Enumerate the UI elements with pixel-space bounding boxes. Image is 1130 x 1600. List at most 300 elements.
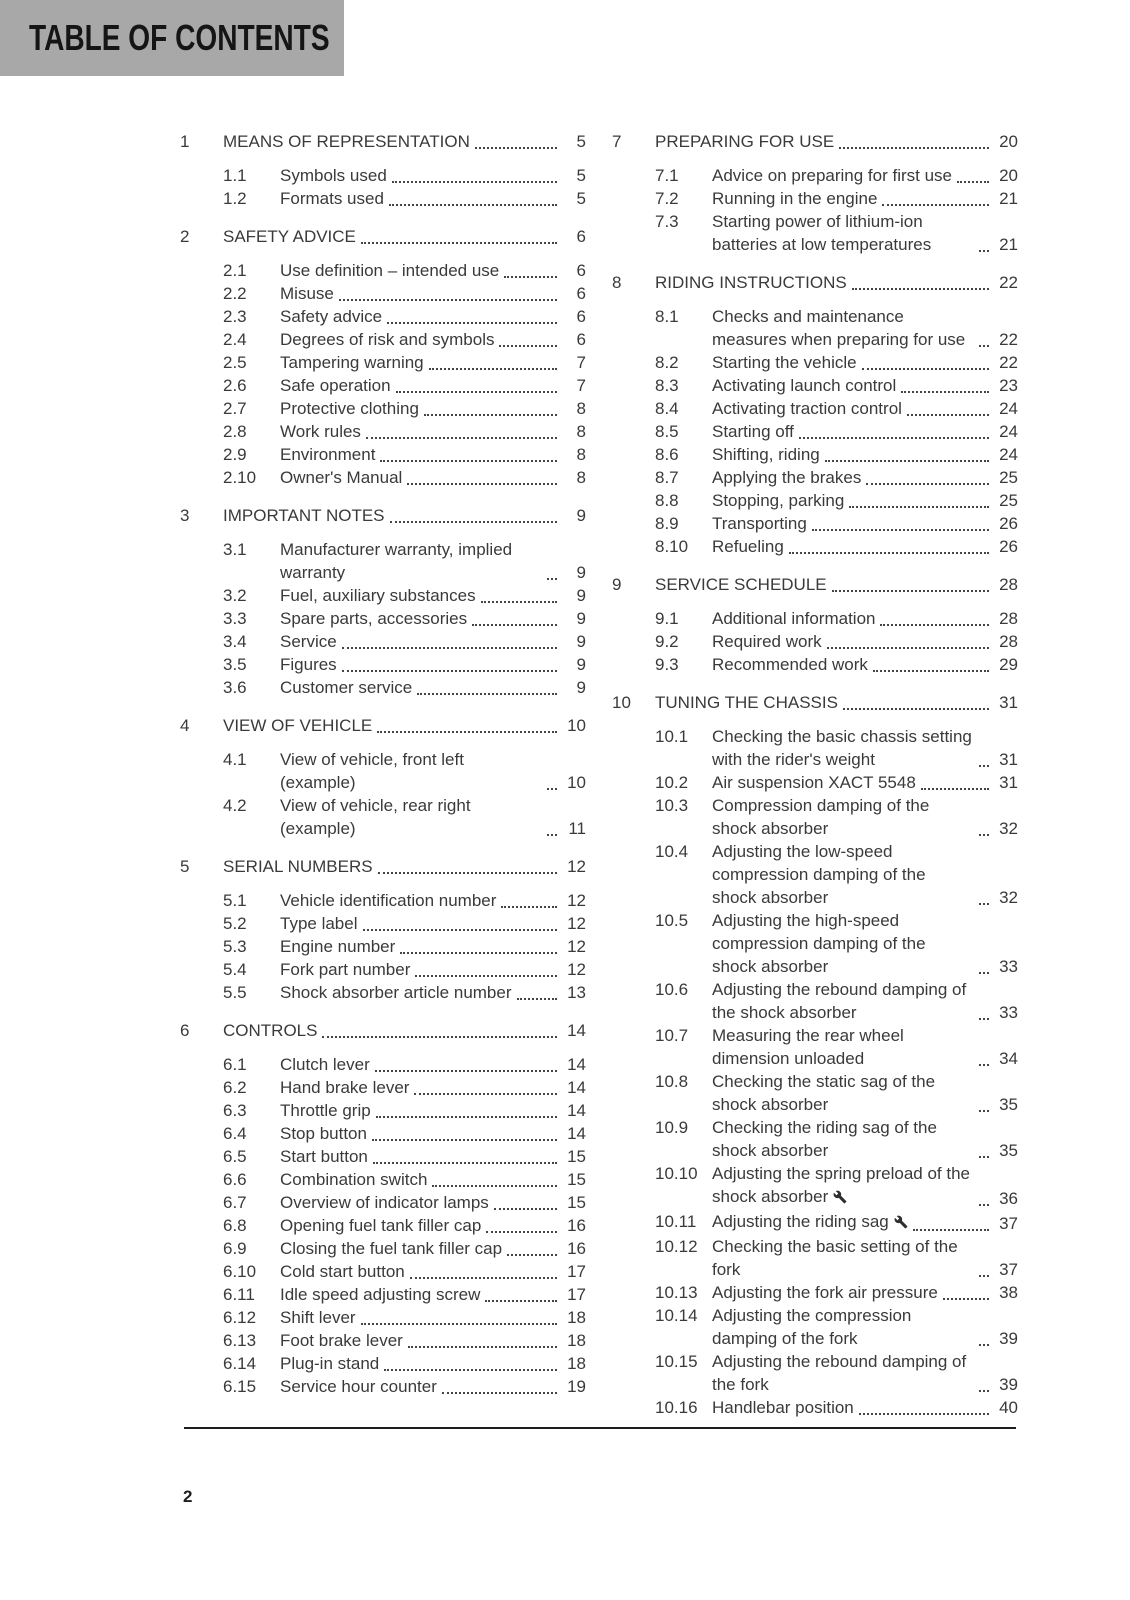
toc-subsection-row: [180, 282, 586, 305]
toc-entry-number: 7: [612, 132, 622, 151]
dot-leader: [322, 1036, 557, 1038]
dot-leader: [880, 624, 989, 626]
wrench-icon: [894, 1212, 908, 1235]
toc-subsection-row: [180, 935, 586, 958]
toc-entry-title: Stop button: [280, 1124, 367, 1143]
toc-entry-title: Service hour counter: [280, 1377, 437, 1396]
toc-entry-number: 3.6: [223, 678, 247, 697]
toc-subsection-row: [612, 187, 1018, 210]
toc-subsection-row: [180, 584, 586, 607]
toc-entry-page: 8: [576, 445, 586, 464]
toc-entry-page: 9: [576, 506, 586, 525]
toc-entry-number: 2.6: [223, 376, 247, 395]
toc-subsection-row: [612, 1070, 1018, 1116]
toc-entry-number: 6.8: [223, 1216, 247, 1235]
dot-leader: [504, 276, 557, 278]
toc-entry-number: 10.15: [655, 1352, 698, 1371]
toc-subsection-row: [612, 771, 1018, 794]
toc-entry-title: Service: [280, 632, 337, 651]
toc-entry-number: 6.9: [223, 1239, 247, 1258]
toc-entry-page: 18: [567, 1308, 586, 1327]
toc-entry-title: CONTROLS: [223, 1021, 318, 1040]
toc-entry-number: 6.2: [223, 1078, 247, 1097]
toc-entry-title: Adjusting the low-speed compression damping of the shock absorber: [712, 842, 926, 907]
toc-entry-number: 10: [612, 693, 631, 712]
toc-section-row: [180, 504, 586, 527]
toc-section-row: [180, 714, 586, 737]
toc-entry-number: 7.3: [655, 212, 679, 231]
toc-entry-title: Adjusting the spring preload of the shock absorber: [712, 1162, 974, 1210]
toc-entry-page: 40: [999, 1398, 1018, 1417]
dot-leader: [375, 1070, 557, 1072]
toc-entry-number: 8.10: [655, 537, 689, 556]
toc-subsection-row: [180, 1122, 586, 1145]
dot-leader: [843, 708, 989, 710]
toc-entry-title: SERIAL NUMBERS: [223, 857, 373, 876]
toc-entry-title: SERVICE SCHEDULE: [655, 575, 827, 594]
dot-leader: [866, 483, 989, 485]
toc-column-2: [612, 130, 1018, 1419]
dot-leader: [363, 929, 558, 931]
toc-section-row: [180, 225, 586, 248]
toc-subsection-row: [180, 351, 586, 374]
dot-leader: [486, 1231, 557, 1233]
dot-leader: [979, 1344, 989, 1346]
toc-entry-title: Transporting: [712, 514, 807, 533]
toc-entry-number: 10.13: [655, 1283, 698, 1302]
toc-entry-page: 13: [567, 983, 586, 1002]
toc-entry-title: Hand brake lever: [280, 1078, 410, 1097]
toc-subsection-row: [180, 981, 586, 1004]
toc-subsection-row: [612, 840, 1018, 909]
toc-subsection-row: [180, 1191, 586, 1214]
toc-entry-title: Shifting, riding: [712, 445, 820, 464]
toc-entry-number: 7.1: [655, 166, 679, 185]
toc-subsection-row: [612, 725, 1018, 771]
toc-entry-number: 6.11: [223, 1285, 255, 1304]
toc-entry-title: Work rules: [280, 422, 361, 441]
toc-entry-page: 26: [999, 537, 1018, 556]
toc-subsection-row: [612, 1281, 1018, 1304]
toc-subsection-row: [180, 374, 586, 397]
toc-entry-title: Measuring the rear wheel dimension unloaded: [712, 1026, 904, 1068]
toc-subsection-row: [180, 1076, 586, 1099]
toc-entry-number: 5.2: [223, 914, 247, 933]
dot-leader: [979, 345, 989, 347]
toc-entry-number: 5.3: [223, 937, 247, 956]
toc-entry-page: 24: [999, 445, 1018, 464]
toc-entry-number: 8.6: [655, 445, 679, 464]
toc-entry-page: 22: [999, 273, 1018, 292]
toc-entry-page: 38: [999, 1283, 1018, 1302]
toc-section-row: [612, 573, 1018, 596]
toc-entry-title: Spare parts, accessories: [280, 609, 468, 628]
toc-entry-page: 12: [567, 960, 586, 979]
toc-entry-title: Throttle grip: [280, 1101, 371, 1120]
toc-subsection-row: [180, 187, 586, 210]
toc-entry-title: Misuse: [280, 284, 334, 303]
dot-leader: [372, 1139, 557, 1141]
toc-subsection-row: [180, 1260, 586, 1283]
toc-entry-title: Starting power of lithium-ion batteries at low temperatures: [712, 212, 932, 254]
toc-entry-page: 14: [567, 1101, 586, 1120]
toc-entry-title: Handlebar position: [712, 1398, 854, 1417]
toc-section-row: [180, 130, 586, 153]
toc-entry-page: 18: [567, 1331, 586, 1350]
toc-entry-page: 8: [576, 422, 586, 441]
toc-entry-number: 8.4: [655, 399, 679, 418]
toc-entry-number: 10.5: [655, 911, 689, 930]
toc-entry-title: Starting the vehicle: [712, 353, 857, 372]
toc-entry-page: 6: [576, 284, 586, 303]
dot-leader: [339, 299, 557, 301]
toc-subsection-row: [612, 1116, 1018, 1162]
toc-subsection-row: [612, 305, 1018, 351]
toc-entry-number: 1.1: [223, 166, 247, 185]
toc-subsection-row: [180, 397, 586, 420]
toc-entry-page: 21: [999, 189, 1018, 208]
toc-entry-number: 6: [180, 1021, 190, 1040]
toc-entry-title: Recommended work: [712, 655, 868, 674]
dot-leader: [390, 521, 557, 523]
toc-subsection-row: [612, 630, 1018, 653]
dot-leader: [400, 952, 557, 954]
toc-subsection-row: [180, 607, 586, 630]
dot-leader: [376, 1116, 557, 1118]
toc-entry-number: 10.12: [655, 1237, 698, 1256]
toc-entry-title: Engine number: [280, 937, 396, 956]
dot-leader: [827, 647, 989, 649]
toc-subsection-row: [180, 794, 586, 840]
toc-entry-number: 2.2: [223, 284, 247, 303]
toc-entry-page: 5: [576, 166, 586, 185]
toc-subsection-row: [180, 1375, 586, 1398]
toc-entry-page: 14: [567, 1021, 586, 1040]
toc-entry-number: 2.4: [223, 330, 247, 349]
toc-entry-number: 5: [180, 857, 190, 876]
toc-subsection-row: [612, 1396, 1018, 1419]
toc-entry-page: 23: [999, 376, 1018, 395]
dot-leader: [342, 670, 557, 672]
toc-subsection-row: [612, 512, 1018, 535]
dot-leader: [410, 1277, 557, 1279]
toc-entry-title: Formats used: [280, 189, 384, 208]
toc-entry-number: 2: [180, 227, 190, 246]
toc-entry-number: 10.11: [655, 1212, 697, 1231]
toc-entry-page: 39: [999, 1329, 1018, 1348]
toc-entry-page: 14: [567, 1124, 586, 1143]
toc-section-row: [180, 1019, 586, 1042]
toc-entry-number: 4.1: [223, 750, 247, 769]
dot-leader: [789, 552, 989, 554]
dot-leader: [472, 624, 557, 626]
toc-entry-page: 24: [999, 399, 1018, 418]
toc-entry-title: Checking the basic chassis setting with the rider's weight: [712, 727, 972, 769]
dot-leader: [839, 147, 989, 149]
dot-leader: [380, 460, 557, 462]
toc-subsection-row: [612, 607, 1018, 630]
dot-leader: [979, 250, 989, 252]
toc-entry-number: 3: [180, 506, 190, 525]
toc-entry-page: 9: [576, 632, 586, 651]
dot-leader: [429, 368, 557, 370]
toc-entry-number: 6.1: [223, 1055, 247, 1074]
dot-leader: [517, 998, 557, 1000]
toc-entry-page: 16: [567, 1239, 586, 1258]
toc-entry-title: Safety advice: [280, 307, 383, 326]
toc-entry-title: Shock absorber article number: [280, 983, 512, 1002]
toc-subsection-row: [612, 489, 1018, 512]
footer-page-number: 2: [183, 1487, 193, 1506]
toc-entry-number: 6.15: [223, 1377, 257, 1396]
dot-leader: [901, 391, 989, 393]
toc-entry-number: 10.16: [655, 1398, 698, 1417]
toc-entry-number: 2.10: [223, 468, 257, 487]
toc-entry-number: 7.2: [655, 189, 679, 208]
toc-entry-title: Starting off: [712, 422, 794, 441]
toc-entry-title: Activating launch control: [712, 376, 897, 395]
dot-leader: [979, 1390, 989, 1392]
toc-entry-page: 9: [576, 655, 586, 674]
dot-leader: [407, 483, 557, 485]
dot-leader: [507, 1254, 557, 1256]
toc-subsection-row: [612, 1350, 1018, 1396]
dot-leader: [547, 578, 557, 580]
toc-entry-title: Adjusting the riding sag: [712, 1210, 908, 1235]
toc-entry-page: 18: [567, 1354, 586, 1373]
toc-entry-page: 32: [999, 819, 1018, 838]
toc-entry-page: 12: [567, 937, 586, 956]
toc-entry-page: 19: [567, 1377, 586, 1396]
toc-entry-number: 6.14: [223, 1354, 257, 1373]
toc-entry-title: Fuel, auxiliary substances: [280, 586, 476, 605]
toc-entry-page: 15: [567, 1170, 586, 1189]
toc-entry-title: Refueling: [712, 537, 784, 556]
toc-entry-number: 6.12: [223, 1308, 257, 1327]
toc-subsection-row: [180, 630, 586, 653]
dot-leader: [366, 437, 557, 439]
toc-entry-page: 28: [999, 609, 1018, 628]
dot-leader: [414, 1093, 557, 1095]
toc-entry-number: 2.3: [223, 307, 247, 326]
toc-entry-page: 25: [999, 468, 1018, 487]
dot-leader: [812, 529, 989, 531]
dot-leader: [547, 788, 557, 790]
toc-entry-number: 3.5: [223, 655, 247, 674]
toc-entry-page: 11: [568, 819, 586, 838]
dot-leader: [378, 872, 557, 874]
toc-subsection-row: [180, 443, 586, 466]
toc-entry-number: 5.4: [223, 960, 247, 979]
dot-leader: [408, 1346, 557, 1348]
toc-entry-title: Environment: [280, 445, 376, 464]
toc-entry-page: 34: [999, 1049, 1018, 1068]
dot-leader: [377, 731, 557, 733]
toc-entry-number: 8.2: [655, 353, 679, 372]
toc-entry-number: 3.4: [223, 632, 247, 651]
toc-entry-number: 8.7: [655, 468, 679, 487]
toc-entry-number: 10.1: [655, 727, 689, 746]
toc-entry-page: 12: [567, 891, 586, 910]
dot-leader: [849, 506, 989, 508]
toc-entry-number: 3.1: [223, 540, 247, 559]
toc-entry-page: 32: [999, 888, 1018, 907]
toc-entry-page: 20: [999, 166, 1018, 185]
toc-subsection-row: [612, 164, 1018, 187]
toc-entry-title: Overview of indicator lamps: [280, 1193, 489, 1212]
toc-entry-title: Adjusting the rebound damping of the fork: [712, 1352, 967, 1394]
toc-entry-number: 10.4: [655, 842, 689, 861]
toc-entry-page: 24: [999, 422, 1018, 441]
dot-leader: [501, 906, 557, 908]
toc-entry-page: 15: [567, 1147, 586, 1166]
dot-leader: [442, 1392, 557, 1394]
toc-entry-number: 10.3: [655, 796, 689, 815]
toc-entry-number: 10.7: [655, 1026, 689, 1045]
toc-entry-title: Figures: [280, 655, 337, 674]
toc-subsection-row: [180, 748, 586, 794]
toc-entry-title: SAFETY ADVICE: [223, 227, 356, 246]
toc-entry-title: Required work: [712, 632, 822, 651]
toc-entry-title: Adjusting the high-speed compression damping of the shock absorber: [712, 911, 926, 976]
toc-entry-title: Start button: [280, 1147, 368, 1166]
toc-entry-title: Tampering warning: [280, 353, 424, 372]
toc-entry-number: 10.8: [655, 1072, 689, 1091]
toc-entry-page: 10: [567, 716, 586, 735]
toc-entry-number: 10.14: [655, 1306, 698, 1325]
toc-columns: [180, 130, 1018, 1419]
toc-entry-title: MEANS OF REPRESENTATION: [223, 132, 470, 151]
toc-entry-number: 8.9: [655, 514, 679, 533]
dot-leader: [424, 414, 557, 416]
dot-leader: [485, 1300, 557, 1302]
toc-entry-number: 6.7: [223, 1193, 247, 1212]
toc-subsection-row: [180, 1306, 586, 1329]
toc-entry-title: Owner's Manual: [280, 468, 403, 487]
toc-entry-title: Plug-in stand: [280, 1354, 380, 1373]
dot-leader: [547, 834, 557, 836]
toc-subsection-row: [180, 1237, 586, 1260]
toc-entry-page: 9: [576, 678, 586, 697]
toc-subsection-row: [180, 912, 586, 935]
toc-subsection-row: [180, 1214, 586, 1237]
toc-entry-number: 6.5: [223, 1147, 247, 1166]
toc-subsection-row: [180, 164, 586, 187]
toc-entry-page: 33: [999, 1003, 1018, 1022]
toc-subsection-row: [612, 653, 1018, 676]
toc-entry-title: Foot brake lever: [280, 1331, 403, 1350]
toc-entry-number: 10.2: [655, 773, 689, 792]
toc-subsection-row: [180, 420, 586, 443]
toc-entry-title: Idle speed adjusting screw: [280, 1285, 481, 1304]
toc-entry-title: Adjusting the fork air pressure: [712, 1283, 938, 1302]
page-header: [0, 0, 344, 76]
page-title: TABLE OF CONTENTS: [29, 17, 330, 58]
toc-entry-title: Cold start button: [280, 1262, 405, 1281]
dot-leader: [387, 322, 557, 324]
dot-leader: [921, 788, 989, 790]
toc-entry-number: 6.4: [223, 1124, 247, 1143]
dot-leader: [832, 590, 989, 592]
dot-leader: [494, 1208, 557, 1210]
dot-leader: [415, 975, 557, 977]
toc-entry-number: 2.1: [223, 261, 247, 280]
toc-entry-page: 35: [999, 1095, 1018, 1114]
toc-entry-title: PREPARING FOR USE: [655, 132, 835, 151]
toc-entry-title: Checking the static sag of the shock absorber: [712, 1072, 936, 1114]
dot-leader: [389, 204, 557, 206]
toc-entry-title: Compression damping of the shock absorber: [712, 796, 930, 838]
toc-entry-page: 16: [567, 1216, 586, 1235]
toc-subsection-row: [180, 958, 586, 981]
toc-entry-page: 22: [999, 330, 1018, 349]
toc-entry-title: Combination switch: [280, 1170, 428, 1189]
toc-entry-page: 14: [567, 1055, 586, 1074]
toc-entry-page: 5: [576, 132, 586, 151]
dot-leader: [979, 972, 989, 974]
dot-leader: [913, 1229, 989, 1231]
toc-entry-title: Running in the engine: [712, 189, 878, 208]
dot-leader: [979, 903, 989, 905]
toc-entry-number: 9.3: [655, 655, 679, 674]
dot-leader: [979, 1156, 989, 1158]
toc-subsection-row: [180, 1099, 586, 1122]
toc-subsection-row: [612, 535, 1018, 558]
dot-leader: [882, 204, 989, 206]
toc-entry-page: 37: [999, 1214, 1018, 1233]
toc-entry-page: 21: [999, 235, 1018, 254]
toc-section-row: [612, 271, 1018, 294]
toc-entry-title: Vehicle identification number: [280, 891, 497, 910]
dot-leader: [342, 647, 557, 649]
toc-entry-page: 7: [576, 376, 586, 395]
toc-entry-number: 10.9: [655, 1118, 689, 1137]
toc-entry-number: 3.3: [223, 609, 247, 628]
toc-entry-number: 6.3: [223, 1101, 247, 1120]
toc-entry-title: Protective clothing: [280, 399, 419, 418]
toc-entry-number: 2.5: [223, 353, 247, 372]
dot-leader: [432, 1185, 557, 1187]
toc-entry-title: Checking the riding sag of the shock absorber: [712, 1118, 937, 1160]
toc-subsection-row: [180, 1352, 586, 1375]
toc-entry-number: 4: [180, 716, 190, 735]
toc-entry-page: 12: [567, 857, 586, 876]
toc-subsection-row: [612, 794, 1018, 840]
dot-leader: [979, 1110, 989, 1112]
toc-subsection-row: [180, 889, 586, 912]
dot-leader: [979, 1064, 989, 1066]
toc-entry-number: 8.8: [655, 491, 679, 510]
toc-entry-title: Checking the basic setting of the fork: [712, 1237, 958, 1279]
toc-subsection-row: [612, 397, 1018, 420]
toc-entry-page: 5: [576, 189, 586, 208]
footer-rule: [184, 1427, 1016, 1429]
toc-subsection-row: [180, 1145, 586, 1168]
toc-column-1: [180, 130, 586, 1419]
toc-entry-page: 8: [576, 468, 586, 487]
toc-entry-number: 9.1: [655, 609, 679, 628]
dot-leader: [852, 288, 989, 290]
toc-entry-page: 6: [576, 227, 586, 246]
toc-entry-title: Air suspension XACT 5548: [712, 773, 916, 792]
toc-entry-number: 8.5: [655, 422, 679, 441]
toc-entry-page: 28: [999, 575, 1018, 594]
toc-entry-number: 4.2: [223, 796, 247, 815]
toc-entry-title: Use definition – intended use: [280, 261, 500, 280]
toc-subsection-row: [180, 653, 586, 676]
toc-subsection-row: [612, 1304, 1018, 1350]
dot-leader: [361, 1323, 557, 1325]
